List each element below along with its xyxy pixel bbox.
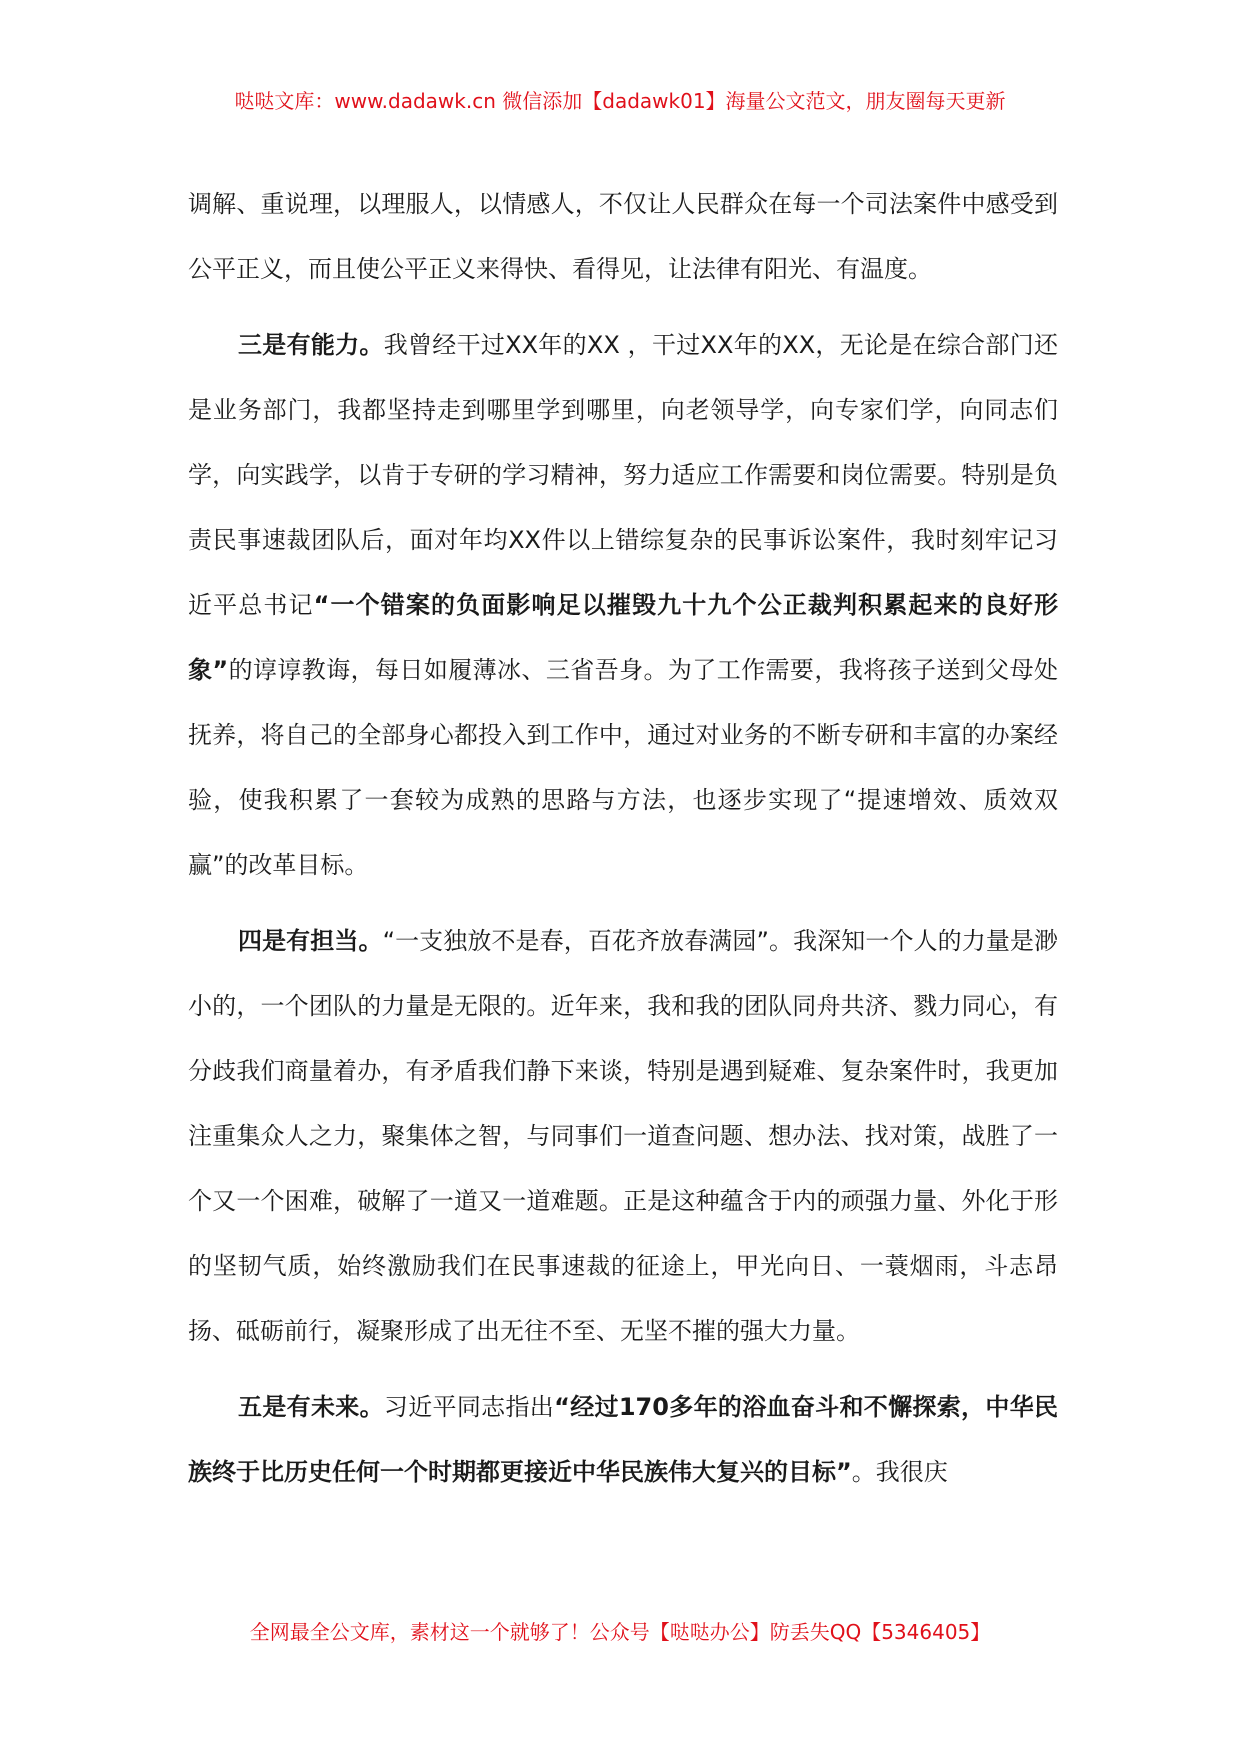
quote-text: “经过170多年的浴血奋斗和不懈探索，中华民族终于比历史任何一个时期都更接近中华民族伟大复兴的目标” bbox=[188, 1393, 1059, 1486]
paragraph-continuation bbox=[188, 172, 1058, 302]
paragraph-text: 调解、重说理，以理服人，以情感人，不仅让人民群众在每一个司法案件中感受到公平正义，而且使公平正义来得快、看得见，让法律有阳光、有温度。 bbox=[188, 190, 1058, 283]
page-footer-ad: 全网最全公文库，素材这一个就够了！公众号【哒哒办公】防丢失QQ【5346405】 bbox=[249, 1620, 991, 1644]
paragraph-text: 的谆谆教诲，每日如履薄冰、三省吾身。为了工作需要，我将孩子送到父母处抚养，将自己的全部身心都投入到工作中，通过对业务的不断专研和丰富的办案经验，使我积累了一套较为成熟的思路与方法，也逐步实现了“提速增效、质效双赢”的改革目标。 bbox=[188, 656, 1058, 879]
quote-text: “一个错案的负面影响足以摧毁九十九个公正裁判积累起来的良好形象” bbox=[188, 591, 1058, 684]
paragraph-text: 。我很庆 bbox=[851, 1458, 948, 1486]
paragraph-heading: 五是有未来。 bbox=[238, 1393, 384, 1421]
paragraph-text: 习近平同志指出 bbox=[383, 1393, 555, 1421]
page-header-ad: 哒哒文库：www.dadawk.cn 微信添加【dadawk01】海量公文范文，朋友圈每天更新 bbox=[234, 89, 1006, 113]
paragraph-heading: 四是有担当。 bbox=[238, 927, 383, 955]
paragraph-text: 我曾经干过XX年的XX ，干过XX年的XX，无论是在综合部门还是业务部门，我都坚持走到哪里学到哪里，向老领导学，向专家们学，向同志们学，向实践学，以肯于专研的学习精神，努力适应工作需要和岗位需要。特别是负责民事速裁团队后，面对年均XX件以上错综复杂的民事诉讼案件，我时刻牢记习近平总书记 bbox=[188, 331, 1058, 619]
document-body bbox=[188, 172, 1058, 1505]
paragraph-responsibility bbox=[188, 909, 1058, 1364]
paragraph-capability bbox=[188, 313, 1058, 898]
paragraph-future bbox=[188, 1375, 1058, 1505]
paragraph-heading: 三是有能力。 bbox=[238, 331, 384, 359]
paragraph-text: “一支独放不是春，百花齐放春满园”。我深知一个人的力量是渺小的，一个团队的力量是无限的。近年来，我和我的团队同舟共济、戮力同心，有分歧我们商量着办，有矛盾我们静下来谈，特别是遇到疑难、复杂案件时，我更加注重集众人之力，聚集体之智，与同事们一道查问题、想办法、找对策，战胜了一个又一个困难，破解了一道又一道难题。正是这种蕴含于内的顽强力量、外化于形的坚韧气质，始终激励我们在民事速裁的征途上，甲光向日、一蓑烟雨，斗志昂扬、砥砺前行，凝聚形成了出无往不至、无坚不摧的强大力量。 bbox=[188, 927, 1059, 1345]
